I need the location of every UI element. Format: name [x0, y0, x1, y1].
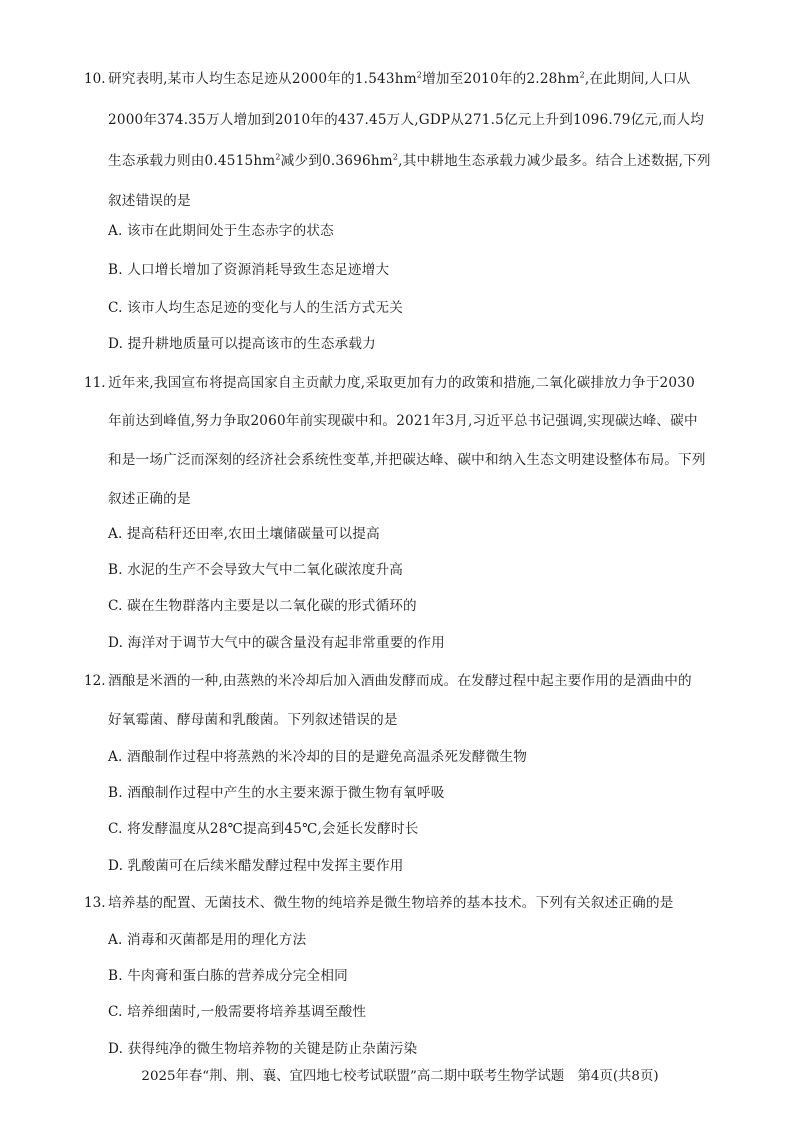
question-stem-line: 年前达到峰值,努力争取2060年前实现碳中和。2021年3月,习近平总书记强调,实现碳达峰、碳中: [108, 413, 698, 429]
option-a: A. 该市在此期间处于生态赤字的状态: [108, 223, 334, 239]
question-number: 11.: [84, 375, 106, 391]
page-footer: 2025年春“荆、荆、襄、宜四地七校考试联盟”高二期中联考生物学试题 第4页(共8页): [141, 1069, 659, 1084]
question-stem-line: 近年来,我国宣布将提高国家自主贡献力度,采取更加有力的政策和措施,二氧化碳排放力争于2030: [108, 375, 695, 391]
option-b: B. 水泥的生产不会导致大气中二氧化碳浓度升高: [108, 562, 404, 578]
option-c: C. 将发酵温度从28℃提高到45℃,会延长发酵时长: [108, 821, 419, 837]
option-b: B. 酒酿制作过程中产生的水主要来源于微生物有氧呼吸: [108, 785, 445, 801]
question-number: 10.: [84, 71, 106, 87]
option-c: C. 该市人均生态足迹的变化与人的生活方式无关: [108, 300, 404, 316]
option-d: D. 获得纯净的微生物培养物的关键是防止杂菌污染: [108, 1041, 418, 1057]
question-stem-line: 和是一场广泛而深刻的经济社会系统性变革,并把碳达峰、碳中和纳入生态文明建设整体布局。下列: [108, 452, 706, 468]
question-stem-line: 培养基的配置、无菌技术、微生物的纯培养是微生物培养的基本技术。下列有关叙述正确的是: [108, 895, 674, 911]
question-number: 12.: [84, 673, 106, 689]
option-d: D. 海洋对于调节大气中的碳含量没有起非常重要的作用: [108, 635, 445, 651]
question-number: 13.: [84, 895, 106, 911]
option-a: A. 消毒和灭菌都是用的理化方法: [108, 932, 307, 948]
option-c: C. 培养细菌时,一般需要将培养基调至酸性: [108, 1004, 367, 1020]
question-stem-line: 好氧霉菌、酵母菌和乳酸菌。下列叙述错误的是: [108, 712, 398, 728]
question-stem-line: 2000年374.35万人增加到2010年的437.45万人,GDP从271.5亿元上升到1096.79亿元,而人均: [108, 112, 705, 128]
question-stem-line: 生态承载力则由$0.4515hm^2$减少到$0.3696hm^2$,其中耕地生态承载力减少最多。结合上述数据,下列: [108, 152, 711, 169]
option-d: D. 乳酸菌可在后续米醋发酵过程中发挥主要作用: [108, 858, 404, 874]
question-stem-line: 叙述正确的是: [108, 491, 191, 507]
option-d: D. 提升耕地质量可以提高该市的生态承载力: [108, 336, 376, 352]
option-b: B. 牛肉膏和蛋白胨的营养成分完全相同: [108, 968, 348, 984]
question-stem-line: 叙述错误的是: [108, 193, 191, 209]
option-a: A. 酒酿制作过程中将蒸熟的米冷却的目的是避免高温杀死发酵微生物: [108, 749, 528, 765]
question-stem-line: 酒酿是米酒的一种,由蒸熟的米冷却后加入酒曲发酵而成。在发酵过程中起主要作用的是酒曲中的: [108, 673, 692, 689]
option-b: B. 人口增长增加了资源消耗导致生态足迹增大: [108, 262, 390, 278]
option-c: C. 碳在生物群落内主要是以二氧化碳的形式循环的: [108, 598, 417, 614]
question-stem-line: 研究表明,某市人均生态足迹从2000年的$1.543hm^2$增加至2010年的$2.28hm^2$,在此期间,人口从: [108, 70, 691, 87]
option-a: A. 提高秸秆还田率,农田土壤储碳量可以提高: [108, 526, 380, 542]
